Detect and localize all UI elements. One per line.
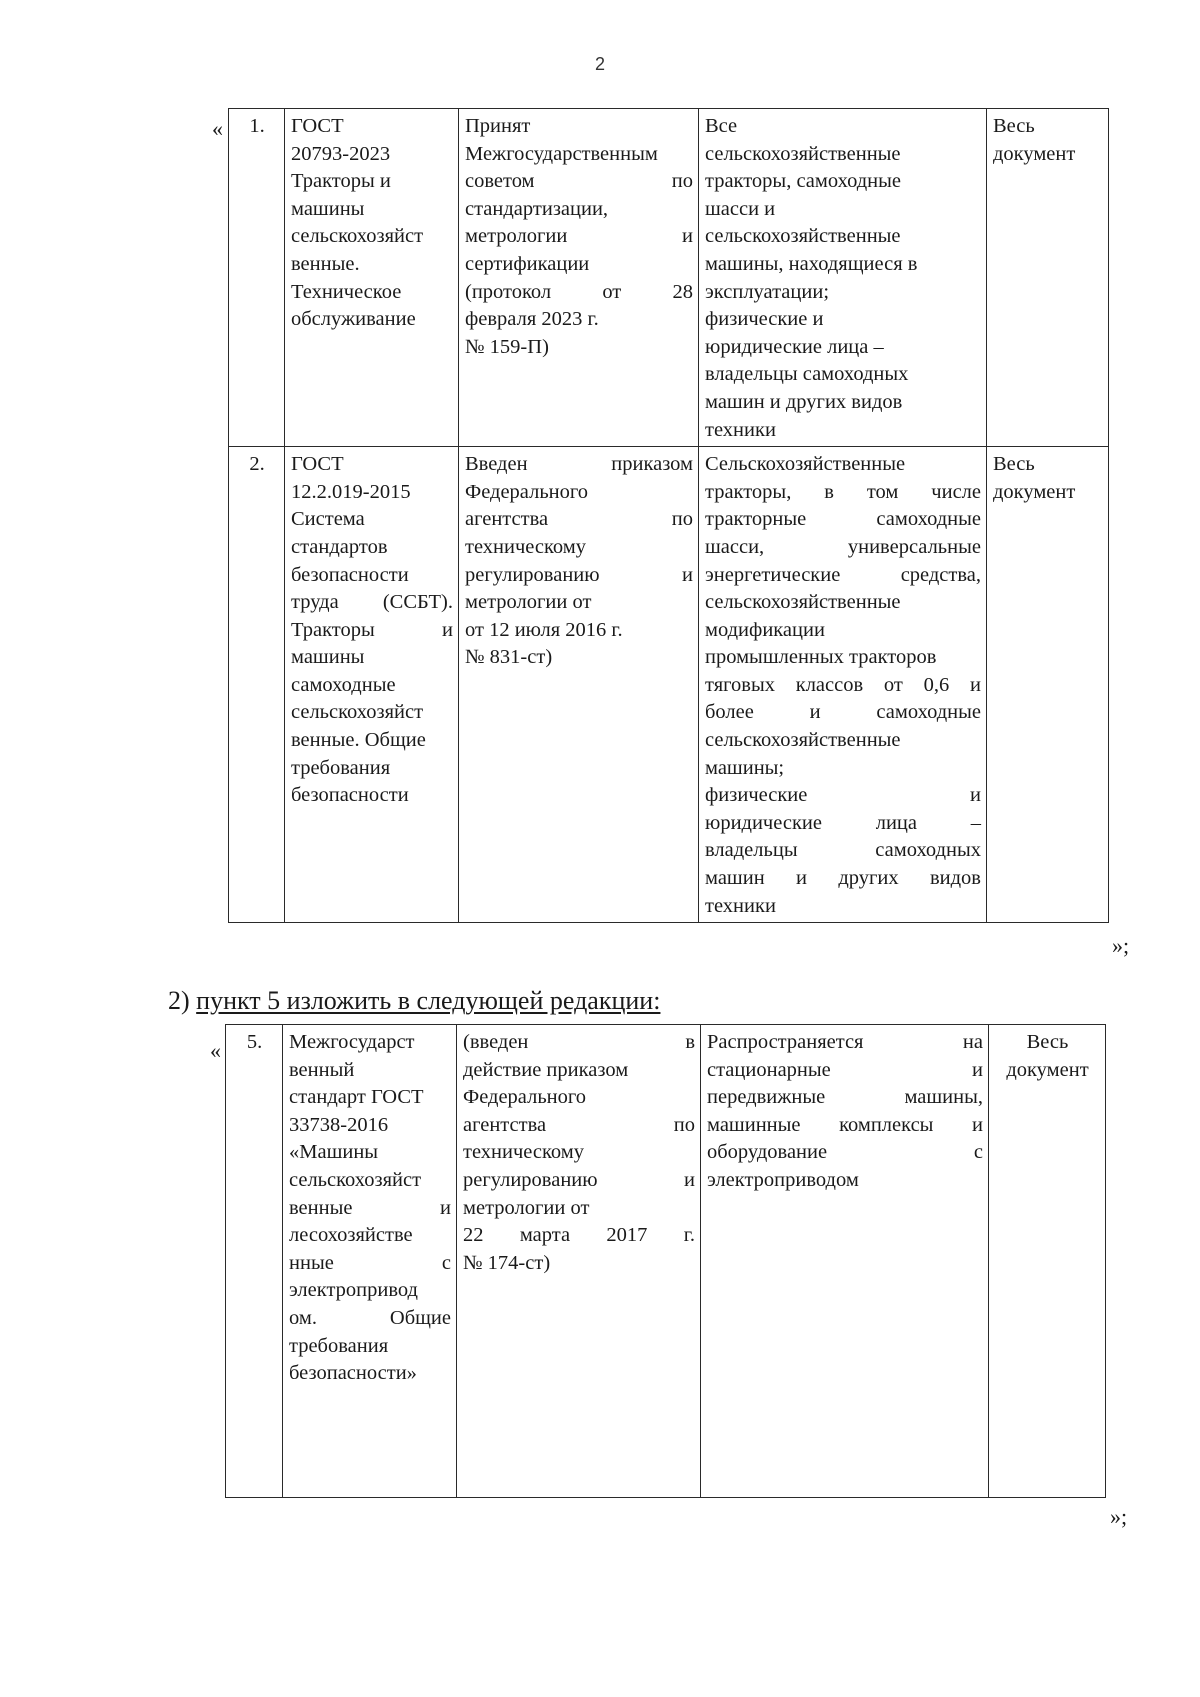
cell-line: более и самоходные bbox=[705, 701, 981, 724]
cell-line: венный bbox=[289, 1058, 355, 1081]
document-title-cell bbox=[283, 1025, 457, 1498]
cell-line: машины bbox=[291, 646, 365, 669]
cell-line: советом по bbox=[465, 170, 693, 193]
cell-line: эксплуатации; bbox=[705, 280, 830, 303]
cell-line: регулированию и bbox=[463, 1168, 695, 1191]
cell-line: шасси, универсальные bbox=[705, 535, 981, 558]
cell-line: промышленных тракторов bbox=[705, 646, 937, 669]
cell-line: № 174-ст) bbox=[463, 1251, 551, 1274]
adoption-info-cell bbox=[459, 109, 699, 447]
cell-line: метрологии от bbox=[463, 1196, 590, 1219]
opening-quote-2: « bbox=[210, 1038, 221, 1063]
cell-line: венные и bbox=[289, 1196, 451, 1219]
cell-line: Тракторы и bbox=[291, 618, 453, 641]
cell-line: тракторные самоходные bbox=[705, 508, 981, 531]
cell-line: машинные комплексы и bbox=[707, 1113, 983, 1136]
cell-line: передвижные машины, bbox=[707, 1086, 983, 1109]
cell-line: Весь bbox=[993, 453, 1035, 476]
cell-line: владельцы самоходных bbox=[705, 363, 909, 386]
cell-line: Распространяется на bbox=[707, 1031, 983, 1053]
cell-line: ГОСТ bbox=[291, 453, 344, 476]
cell-line: Система bbox=[291, 508, 365, 531]
extent-cell bbox=[987, 447, 1109, 923]
cell-line: регулированию и bbox=[465, 563, 693, 586]
cell-line: документ bbox=[993, 142, 1076, 165]
cell-line: метрологии и bbox=[465, 225, 693, 248]
cell-line: машин и других видов bbox=[705, 390, 903, 413]
cell-line: электропривод bbox=[289, 1279, 418, 1302]
cell-line: лесохозяйстве bbox=[289, 1224, 413, 1247]
cell-line: машины bbox=[291, 197, 365, 220]
cell-line: действие приказом bbox=[463, 1058, 629, 1081]
table-row bbox=[229, 109, 1109, 447]
cell-line: февраля 2023 г. bbox=[465, 308, 599, 331]
cell-line: машины, находящиеся в bbox=[705, 252, 918, 275]
cell-line: сельскохозяйст bbox=[289, 1168, 422, 1191]
cell-line: машины; bbox=[705, 756, 785, 779]
scope-cell bbox=[699, 109, 987, 447]
adoption-info-cell bbox=[457, 1025, 701, 1498]
closing-quote: »; bbox=[1112, 933, 1130, 958]
cell-line: требования bbox=[289, 1334, 389, 1357]
cell-line: стационарные и bbox=[707, 1058, 983, 1081]
section-heading bbox=[168, 986, 660, 1016]
cell-line: юридические лица – bbox=[705, 811, 981, 834]
cell-line: Федерального bbox=[465, 480, 589, 503]
cell-line: физические и bbox=[705, 308, 824, 331]
cell-line: 20793-2023 bbox=[291, 142, 391, 165]
cell-line: документ bbox=[993, 480, 1076, 503]
document-title-cell bbox=[285, 109, 459, 447]
standards-table-1 bbox=[228, 108, 1109, 923]
extent-cell bbox=[989, 1025, 1106, 1498]
cell-line: венные. Общие bbox=[291, 729, 426, 752]
cell-line: Принят bbox=[465, 115, 531, 137]
cell-line: безопасности bbox=[291, 563, 409, 586]
standards-table-2 bbox=[225, 1024, 1106, 1498]
adoption-info-cell bbox=[459, 447, 699, 923]
cell-line: № 159-П) bbox=[465, 335, 549, 358]
cell-line: агентства по bbox=[465, 508, 693, 531]
section-heading-prefix: 2) bbox=[168, 986, 197, 1015]
cell-line: ГОСТ bbox=[291, 115, 344, 137]
cell-line: шасси и bbox=[705, 197, 776, 220]
cell-line: от 12 июля 2016 г. bbox=[465, 618, 623, 641]
opening-quote: « bbox=[212, 116, 223, 141]
cell-line: Весь bbox=[993, 115, 1035, 137]
row-number-cell: 1. bbox=[229, 109, 285, 447]
cell-line: модификации bbox=[705, 618, 825, 641]
cell-line: № 831-ст) bbox=[465, 646, 553, 669]
cell-line: Федерального bbox=[463, 1086, 587, 1109]
section-heading-text: пункт 5 изложить в следующей редакции: bbox=[196, 986, 661, 1015]
cell-line: техники bbox=[705, 418, 776, 441]
cell-line: Сельскохозяйственные bbox=[705, 453, 906, 476]
cell-line: сельскохозяйственные bbox=[705, 591, 901, 614]
cell-line: 33738-2016 bbox=[289, 1113, 389, 1136]
cell-line: стандарт ГОСТ bbox=[289, 1086, 424, 1109]
cell-line: Межгосударст bbox=[289, 1031, 415, 1053]
cell-line: тракторы, в том числе bbox=[705, 480, 981, 503]
cell-line: документ bbox=[1006, 1058, 1089, 1081]
cell-line: Все bbox=[705, 115, 738, 137]
cell-line: Техническое bbox=[291, 280, 402, 303]
cell-line: ом. Общие bbox=[289, 1306, 451, 1329]
cell-line: 12.2.019-2015 bbox=[291, 480, 411, 503]
cell-line: Межгосударственным bbox=[465, 142, 658, 165]
closing-quote-2: »; bbox=[1110, 1504, 1128, 1529]
cell-line: стандартизации, bbox=[465, 197, 609, 220]
cell-line: обслуживание bbox=[291, 308, 416, 331]
cell-line: сертификации bbox=[465, 252, 590, 275]
cell-line: стандартов bbox=[291, 535, 388, 558]
extent-cell bbox=[987, 109, 1109, 447]
cell-line: юридические лица – bbox=[705, 335, 884, 358]
cell-line: нные с bbox=[289, 1251, 451, 1274]
cell-line: сельскохозяйственные bbox=[705, 142, 901, 165]
cell-line: Введен приказом bbox=[465, 453, 693, 476]
cell-line: труда (ССБТ). bbox=[291, 591, 453, 614]
cell-line: безопасности» bbox=[289, 1362, 417, 1385]
cell-line: сельскохозяйственные bbox=[705, 729, 901, 752]
cell-line: Весь bbox=[1026, 1031, 1069, 1053]
table-row bbox=[229, 447, 1109, 923]
cell-line: энергетические средства, bbox=[705, 563, 981, 586]
cell-line: физические и bbox=[705, 784, 981, 807]
cell-line: техническому bbox=[463, 1141, 584, 1164]
cell-line: владельцы самоходных bbox=[705, 839, 981, 862]
cell-line: метрологии от bbox=[465, 591, 592, 614]
cell-line: 22 марта 2017 г. bbox=[463, 1224, 695, 1247]
cell-line: агентства по bbox=[463, 1113, 695, 1136]
cell-line: самоходные bbox=[291, 673, 396, 696]
row-number-cell: 2. bbox=[229, 447, 285, 923]
cell-line: тракторы, самоходные bbox=[705, 170, 902, 193]
page-number: 2 bbox=[594, 54, 605, 74]
cell-line: тяговых классов от 0,6 и bbox=[705, 673, 981, 696]
cell-line: техническому bbox=[465, 535, 586, 558]
cell-line: Тракторы и bbox=[291, 170, 391, 193]
cell-line: электроприводом bbox=[707, 1168, 859, 1191]
scope-cell bbox=[699, 447, 987, 923]
cell-line: оборудование с bbox=[707, 1141, 983, 1164]
cell-line: сельскохозяйственные bbox=[705, 225, 901, 248]
cell-line: сельскохозяйст bbox=[291, 701, 424, 724]
cell-line: венные. bbox=[291, 252, 360, 275]
cell-line: (протокол от 28 bbox=[465, 280, 693, 303]
cell-line: сельскохозяйст bbox=[291, 225, 424, 248]
cell-line: «Машины bbox=[289, 1141, 379, 1164]
scope-cell bbox=[701, 1025, 989, 1498]
cell-line: (введен в bbox=[463, 1031, 695, 1053]
cell-line: безопасности bbox=[291, 784, 409, 807]
cell-line: требования bbox=[291, 756, 391, 779]
document-title-cell bbox=[285, 447, 459, 923]
cell-line: техники bbox=[705, 894, 776, 917]
row-number-cell: 5. bbox=[226, 1025, 283, 1498]
cell-line: машин и других видов bbox=[705, 867, 981, 890]
table-row bbox=[226, 1025, 1106, 1498]
